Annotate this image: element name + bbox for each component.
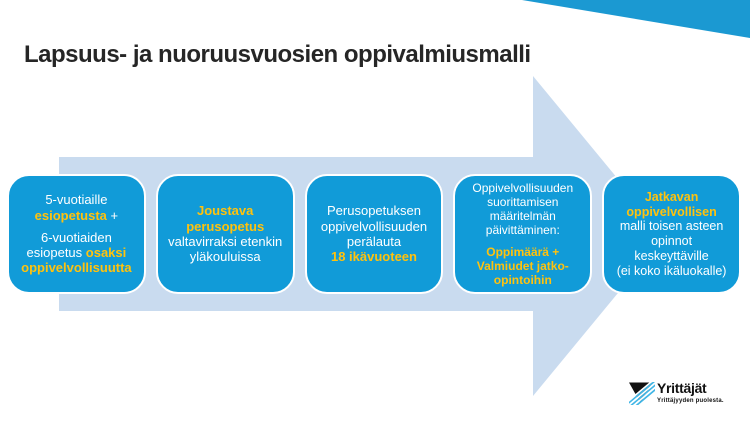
step-3-text: oppivelvollisuuden bbox=[320, 218, 428, 234]
step-5-text: malli toisen asteen bbox=[619, 219, 724, 234]
step-3-text: Perusopetuksen bbox=[327, 203, 421, 219]
step-1-text bbox=[27, 245, 127, 260]
step-1-text: esiopetus bbox=[26, 245, 86, 261]
step-5-highlight: Jatkavan bbox=[644, 189, 699, 204]
page-title: Lapsuus- ja nuoruusvuosien oppivalmiusmalli bbox=[24, 41, 531, 68]
step-4-highlight: Oppimäärä + bbox=[486, 244, 560, 259]
step-1-text: 6-vuotiaiden bbox=[40, 229, 112, 245]
step-2-highlight: Joustava bbox=[197, 203, 254, 219]
step-1-text: 5-vuotiaille bbox=[45, 192, 108, 208]
step-4-highlight: opintoihin bbox=[493, 272, 552, 287]
yrittajat-logo-icon bbox=[629, 382, 655, 405]
logo-wordmark: Yrittäjät bbox=[657, 380, 707, 396]
step-1-text bbox=[35, 208, 118, 223]
step-5-text: opinnot bbox=[651, 234, 693, 248]
step-4-text: päivittäminen: bbox=[485, 223, 560, 238]
step-3-box bbox=[305, 174, 444, 294]
step-4-box bbox=[453, 174, 592, 294]
step-5-text: keskeyttäville bbox=[634, 248, 709, 263]
step-2-highlight: perusopetus bbox=[186, 218, 265, 234]
logo-text-block bbox=[657, 381, 724, 404]
yrittajat-logo bbox=[629, 381, 724, 405]
step-5-box bbox=[602, 174, 741, 294]
step-1-highlight: esiopetusta bbox=[34, 207, 107, 223]
step-3-text: perälauta bbox=[346, 234, 402, 249]
step-1-text: + bbox=[106, 207, 119, 223]
step-4-text: suorittamisen bbox=[487, 195, 559, 210]
step-3-highlight: 18 ikävuoteen bbox=[330, 249, 417, 265]
step-1-highlight: oppivelvollisuutta bbox=[21, 260, 132, 276]
step-2-box bbox=[156, 174, 295, 294]
corner-banner-shape bbox=[522, 0, 750, 38]
step-4-text: määritelmän bbox=[489, 209, 556, 224]
step-1-highlight: osaksi bbox=[85, 245, 127, 261]
step-1-box bbox=[7, 174, 146, 294]
step-4-highlight: Valmiudet jatko- bbox=[476, 258, 569, 273]
step-5-text: (ei koko ikäluokalle) bbox=[616, 263, 727, 278]
step-2-text: yläkouluissa bbox=[189, 249, 261, 265]
step-4-text: Oppivelvollisuuden bbox=[472, 180, 574, 195]
process-steps bbox=[7, 174, 741, 294]
step-5-highlight: oppivelvollisen bbox=[626, 204, 717, 219]
step-2-text: valtavirraksi etenkin bbox=[168, 234, 283, 249]
logo-tagline: Yrittäjyyden puolesta. bbox=[657, 398, 724, 404]
